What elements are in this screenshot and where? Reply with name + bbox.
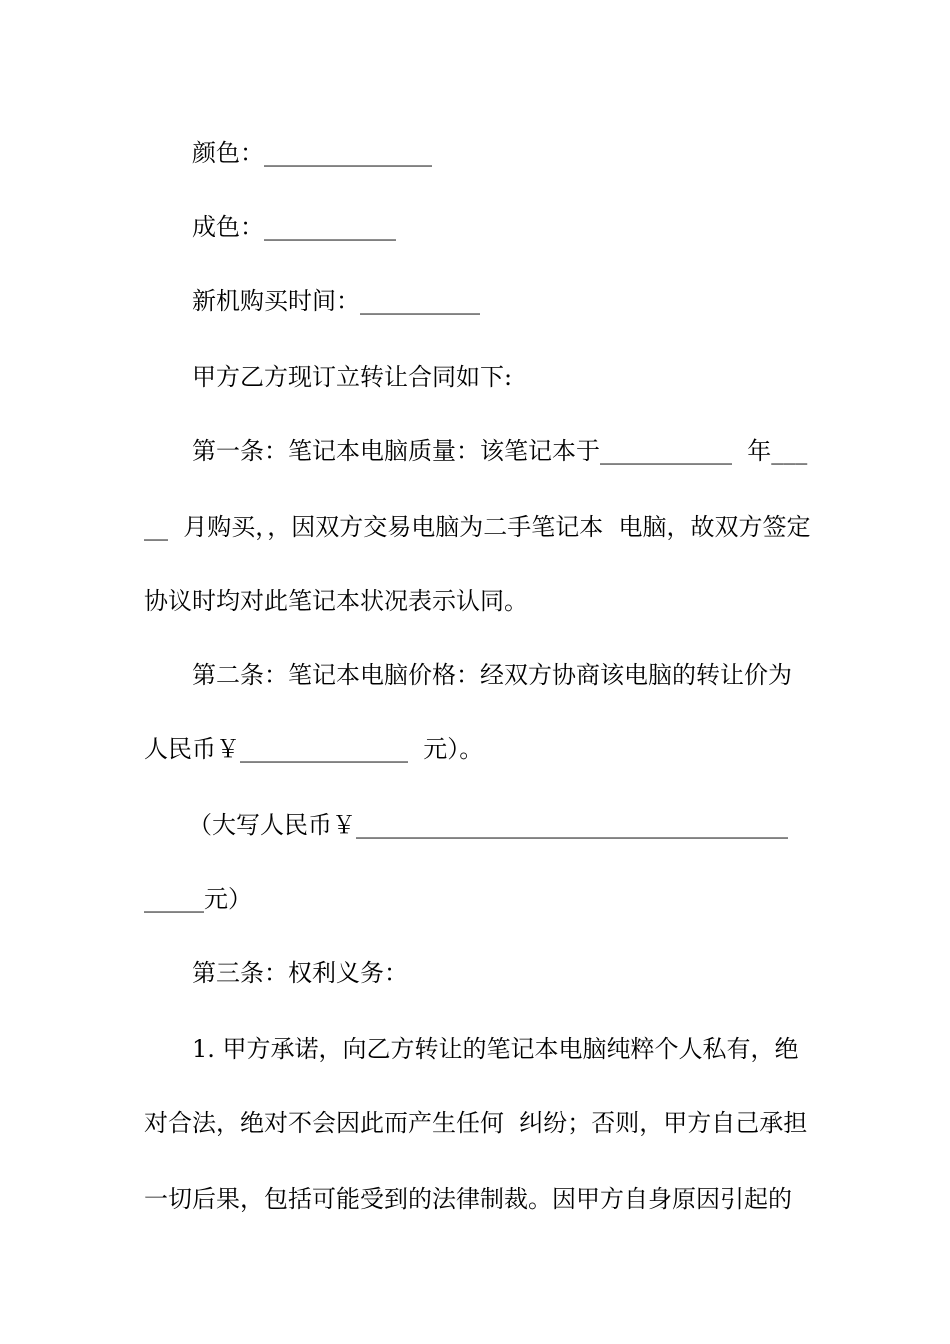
condition-field-line: 成色：___________ [192,213,396,241]
article-1-line-3: 协议时均对此笔记本状况表示认同。 [144,587,528,615]
article-3-item-1-line-3: 一切后果，包括可能受到的法律制裁。因甲方自身原因引起的 [144,1185,792,1213]
contract-intro: 甲方乙方现订立转让合同如下: [192,363,513,391]
article-1-line-2: __ 月购买，，因双方交易电脑为二手笔记本 电脑，故双方签定 [144,513,811,541]
purchase-time-field-line: 新机购买时间：__________ [192,287,480,315]
article-2-line-2: 人民币￥______________ 元）。 [144,735,484,763]
article-1-line-1: 第一条：笔记本电脑质量：该笔记本于___________ 年___ [192,437,808,465]
article-3-title: 第三条：权利义务： [192,959,408,987]
article-2-line-1: 第二条：笔记本电脑价格：经双方协商该电脑的转让价为 [192,661,792,689]
color-field-line: 颜色：______________ [192,139,432,167]
article-3-item-1-line-2: 对合法，绝对不会因此而产生任何 纠纷；否则，甲方自己承担 [144,1109,808,1137]
article-2-line-3: （大写人民币￥____________________________________ [188,811,788,839]
article-3-item-1-line-1: 1. 甲方承诺，向乙方转让的笔记本电脑纯粹个人私有，绝 [192,1035,799,1063]
article-2-line-4: _____元） [144,885,252,913]
